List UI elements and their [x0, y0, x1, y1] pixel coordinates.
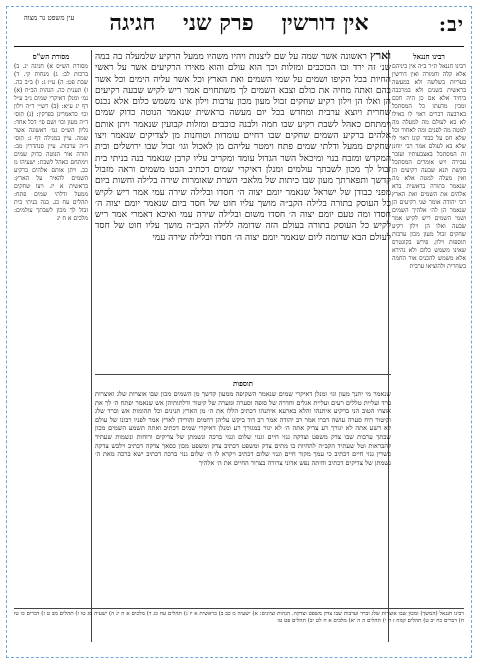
gemara-text-block	[95, 50, 391, 372]
right-commentary-column	[388, 50, 466, 642]
masechet-name: חגיגה	[109, 10, 156, 36]
gemara-opening-word: וארץ	[369, 50, 391, 62]
tosafot-label: תוספות	[233, 379, 253, 388]
left-commentary-text: מסורת הש״ס א) חגיגה יג. ב) ברכות לב: ג) מנחות קי. ד) שבת פט: ה) ע״ז ג: ו) ב״ב כה. ז) תענית כה. הגהות הב״ח (א) גמ׳ ומנלן דאיקרי שמים נ״ב ע״ל דף יג ע״א: (ב) רש״י ד״ה וילון וכו׳ כדאמרינן בפרקין: (ג) תוס׳ ד״ה מעון וכו׳ ושם פי׳ דכל אחד: גליון הש״ס גמ׳ ראשונה אשר שמה. עיין במגילה דף ג: תוס׳ ד״ה ערבות. עיין סנהדרין מב: תורה אור הנוטה כדוק שמים וימתחם כאהל לשבת: ישעיהו מ כב. ויתן אותם אלהים ברקיע השמים להאיר על הארץ: בראשית א יז. ויצו שחקים ממעל ודלתי שמים פתח: תהלים עח כג. בנה בניתי בית זבול לך מכון לשבתך עולמים: מלכים א ח יג	[14, 63, 88, 222]
mesoret-label: מסורת הש"ס	[32, 52, 70, 61]
footer-notes	[14, 608, 464, 649]
daf-number: יב:	[438, 12, 464, 36]
left-commentary-column	[14, 50, 92, 642]
perek-name: אין דורשין	[281, 10, 369, 36]
header-rule	[14, 46, 464, 47]
right-commentary-text: רבינו חננאל ת״ר ב״ה אין ביניהם אלא קלה וחמורה ואין דורשין בעריות בשלשה ולא במעשה בראשית בשנים ולא במרכבה ביחיד אלא אם כן היה חכם ומבין מדעתו כל המסתכל בארבעה דברים ראוי לו כאילו לא בא לעולם מה למעלה מה למטה מה לפנים ומה לאחור וכל שלא חס על כבוד קונו ראוי לו שלא בא לעולם אמר רבי יוחנן זה המסתכל באצבעותיו ועובר עבירה ויש אומרים המסתכל בקשת תנא שבעה רקיעים הן ואין מעלה למטה אלא מה שנאמר בתורה בראשית ברא אלהים את השמים ואת הארץ רבי יהודה אומר שני רקיעים הן שנאמר הן לה׳ אלהיך השמים ושמי השמים ריש לקיש אמר שבעה ואלו הן וילון רקיע שחקים זבול מעון מכון ערבות תוספות וילון. פירש בקונטרס שאינו משמש כלום ולא נהירא אלא משמש להכניס אור החמה בשחרית ולהוציאו ערבית	[392, 63, 466, 270]
perek-number: פרק שני	[183, 10, 254, 36]
ein-mishpat-ref: עין משפט נר מצוה	[23, 14, 75, 22]
rashi-text: שנאמר מי יתנך מעון וגו׳ ומנלן דאיקרי שמים שנאמר השקיפה ממעון קדשך מן השמים מכון שבו אוצרות שלג ואוצרות ברד ועליית טללים רעים ועליית אגלים וחדרה של סופה וסערה ומערה של קיטור ודלתותיהן אש שנאמר יפתח ה׳ לך את אוצרו הטוב הני ברקיע איתנהו והלא בארעא איתנהו דכתיב הללו את ה׳ מן הארץ תנינים וכל תהומות אש וברד שלג וקיטור רוח סערה עושה דברו אמר רב יהודה אמר רב דוד ביקש עליהן רחמים והורידן לארץ אמר לפניו רבונו של עולם לא רשע אתה לא יגורך רע צדיק אתה ה׳ לא יגור במגורך רע ומנלן דאיקרי שמים דכתיב ואתה תשמע השמים מכון שבתך ערבות שבו צדק משפט וצדקה גנזי חיים וגנזי שלום וגנזי ברכה ונשמתן של צדיקים ורוחות ונשמות שעתיד להבראות וטל שעתיד הקב״ה להחיות בו מתים צדק ומשפט דכתיב צדק ומשפט מכון כסאך צדקה דכתיב וילבש צדקה כשרין גנזי חיים דכתיב כי עמך מקור חיים וגנזי שלום דכתיב ויקרא לו ה׳ שלום גנזי ברכה דכתיב ישא ברכה מאת ה׳ נשמתן של צדיקים דכתיב והיתה נפש אדוני צרורה בצרור החיים את ה׳ אלהיך	[95, 390, 391, 467]
rabbeinu-chananel-label: רבינו חננאל	[413, 52, 445, 61]
page-header	[14, 10, 464, 44]
gemara-text: ראשונה אשר שמה על שם ליצנות ויהיו משהיו ממעל הרקיע שלמעלה בה במה שנ׳ זה ירד ובו הכוכבים ומזלות וכך הוא עולם והוא מאירו הרקיעים אשר על ראשי החיות בכל הקיפו ושמים על שמי השמים ואת הארץ וכל אשר עליה הימים וכל אשר בהם ואתה מחיה את כולם וצבא השמים לך משתחוים אמר ריש לקיש שבעה רקיעים הן ואלו הן וילון רקיע שחקים זבול מעון מכון ערבות וילון אינו משמש כלום אלא נכנס שחרית ויוצא ערבית ומחדש בכל יום מעשה בראשית שנאמר הנוטה כדוק שמים וימתחם כאהל לשבת רקיע שבו חמה ולבנה כוכבים ומזלות קבועין שנאמר ויתן אותם אלהים ברקיע השמים שחקים שבו רחיים עומדות וטוחנות מן לצדיקים שנאמר ויצו שחקים ממעל ודלתי שמים פתח וימטר עליהם מן לאכול וגו׳ זבול שבו ירושלים ובית המקדש ומזבח בנוי ומיכאל השר הגדול עומד ומקריב עליו קרבן שנאמר בנה בניתי בית זבול לך מכון לשבתך עולמים ומנלן דאיקרי שמים דכתיב הבט משמים וראה מזבול קדשך ותפארתך מעון שבו כיתות של מלאכי השרת שאומרות שירה בלילה וחשות ביום מפני כבודן של ישראל שנאמר יומם יצוה ה׳ חסדו ובלילה שירה עמי אמר ריש לקיש כל העוסק בתורה בלילה הקב״ה מושך עליו חוט של חסד ביום שנאמר יומם יצוה ה׳ חסדו ומה טעם יומם יצוה ה׳ חסדו משום ובלילה שירה עמי ואיכא דאמרי אמר ריש לקיש כל העוסק בתורה בעולם הזה שדומה ללילה הקב״ה מושך עליו חוט של חסד לעולם הבא שדומה ליום שנאמר יומם יצוה ה׳ חסדו ובלילה שירה עמי	[95, 52, 391, 243]
rashi-tosafot-block	[95, 374, 391, 609]
footer-text: רבינו חננאל (המשך) ומכון שבו אוצרות שלג וברד וערבות שבו צדק משפט וצדקה. הגהות וציונים: א) ישעיה מ כב ב) בראשית א יז ג) תהלים עח כג ד) מלכים א ח יג ה) ישעיה סג טו ו) תהלים מב ט ז) דברים כו טו ח) דברים כח יב ט) תהלים קמח ז ח י) תהלים ה ה יא) מלכים א ח לט יב) תהלים פט טו	[14, 611, 464, 625]
